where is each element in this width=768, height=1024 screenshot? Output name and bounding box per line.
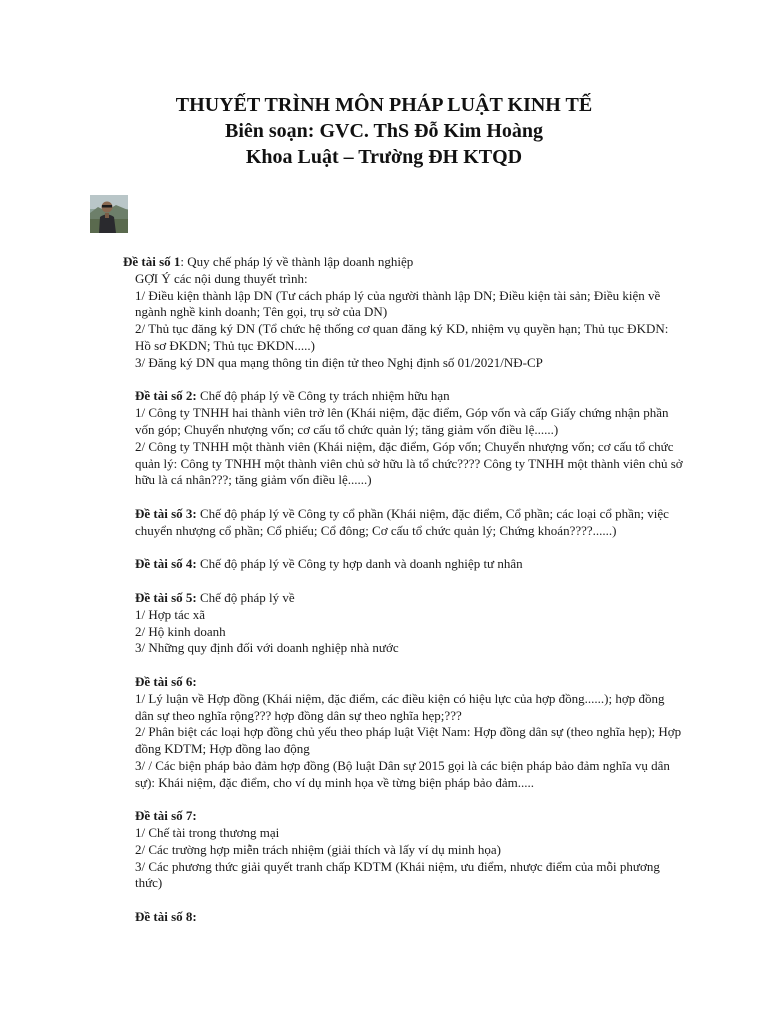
topic-5-text: Chế độ pháp lý về [196,589,295,605]
topic-8-heading: Đề tài số 8: [135,909,197,925]
topic-1-title [123,254,683,271]
topic-4-text: Chế độ pháp lý về Công ty hợp danh và doanh nghiệp tư nhân [196,556,523,572]
topic-3-text: Chế độ pháp lý về Công ty cổ phần (Khái niệm, đặc điểm, Cổ phần; các loại cổ phần; việc chuyển nhượng cổ phần; Cổ phiếu; Cổ đông; Cơ cấu tổ chức quản lý; Chứng khoán????......) [135,505,669,538]
topic-6-title [135,674,683,691]
topic-6-item: 1/ Lý luận về Hợp đồng (Khái niệm, đặc điểm, các điều kiện có hiệu lực của hợp đồng......); hợp đồng dân sự theo nghĩa rộng??? hợp đồng dân sự theo nghĩa hẹp;??? [135,690,665,723]
topic-2-text: Chế độ pháp lý về Công ty trách nhiệm hữu hạn [196,388,450,404]
topic-3-title [135,506,683,540]
topic-1-details [123,271,683,926]
topic-5-item: 1/ Hợp tác xã [135,606,206,622]
topic-3-heading: Đề tài số 3: [135,505,197,521]
topic-6-heading: Đề tài số 6: [135,673,197,689]
topic-6-item: 2/ Phân biệt các loại hợp đồng chủ yếu theo pháp luật Việt Nam: Hợp đồng dân sự (theo nghĩa hẹp); Hợp đồng KDTM; Hợp đồng lao động [135,724,682,757]
document-body [123,254,683,926]
topic-7-title [135,808,683,825]
topic-1-item: 1/ Điều kiện thành lập DN (Tư cách pháp lý của người thành lập DN; Điều kiện tài sản; Điều kiện về ngành nghề kinh doanh; Tên gọi, trụ sở của DN) [135,287,661,320]
topic-1-item: 2/ Thủ tục đăng ký DN (Tổ chức hệ thống cơ quan đăng ký KD, nhiệm vụ quyền hạn; Thủ tục ĐKDN: Hồ sơ ĐKDN; Thủ tục ĐKDN.....) [135,321,669,353]
topic-2-item: 2/ Công ty TNHH một thành viên (Khái niệm, đặc điểm, Góp vốn; Chuyển nhượng vốn; cơ cấu tổ chức quản lý: Công ty TNHH một thành viên chủ sở hữu là tổ chức???? Công ty TNHH một thành viên chủ sở hữu là cá nhân???; tăng giảm vốn điều lệ......) [135,438,683,488]
topic-2-heading: Đề tài số 2: [135,388,197,404]
topic-5-title [135,590,683,607]
author-photo-image [90,195,128,233]
topic-7-heading: Đề tài số 7: [135,808,197,824]
topic-5-heading: Đề tài số 5: [135,589,197,605]
topic-4-title [135,556,683,573]
title-line-2: Biên soạn: GVC. ThS Đỗ Kim Hoàng [224,120,544,142]
topic-4-heading: Đề tài số 4: [135,556,197,572]
topic-5-item: 3/ Những quy định đối với doanh nghiệp nhà nước [135,640,399,656]
topic-6-item: 3/ / Các biện pháp bảo đảm hợp đồng (Bộ luật Dân sự 2015 gọi là các biện pháp bảo đảm nghĩa vụ dân sự): Khái niệm, đặc điểm, cho ví dụ minh họa về từng biện pháp bảo đảm..... [135,757,670,790]
topic-8-title [135,909,683,926]
author-photo [90,195,128,233]
topic-2-title [135,388,683,405]
topic-7-item: 2/ Các trường hợp miễn trách nhiệm (giải thích và lấy ví dụ minh họa) [135,841,501,857]
topic-7-item: 1/ Chế tài trong thương mại [135,825,280,841]
topic-1-heading: Đề tài số 1 [123,254,181,269]
document-title [0,92,768,170]
topic-1-hint: GỢI Ý các nội dung thuyết trình: [135,270,308,286]
topic-1-text: : Quy chế pháp lý về thành lập doanh nghiệp [180,254,414,269]
topic-2-item: 1/ Công ty TNHH hai thành viên trở lên (Khái niệm, đặc điểm, Góp vốn và cấp Giấy chứng nhận phần vốn góp; Chuyển nhượng vốn; cơ cấu tổ chức quản lý; tăng giảm vốn điều lệ......) [135,405,669,437]
topic-7-item: 3/ Các phương thức giải quyết tranh chấp KDTM (Khái niệm, ưu điểm, nhược điểm của mỗi phương thức) [135,858,660,891]
title-line-3: Khoa Luật – Trường ĐH KTQD [245,146,523,168]
title-line-1: THUYẾT TRÌNH MÔN PHÁP LUẬT KINH TẾ [175,94,593,116]
topic-5-item: 2/ Hộ kinh doanh [135,623,226,639]
topic-1-item: 3/ Đăng ký DN qua mạng thông tin điện tử theo Nghị định số 01/2021/NĐ-CP [135,354,543,370]
